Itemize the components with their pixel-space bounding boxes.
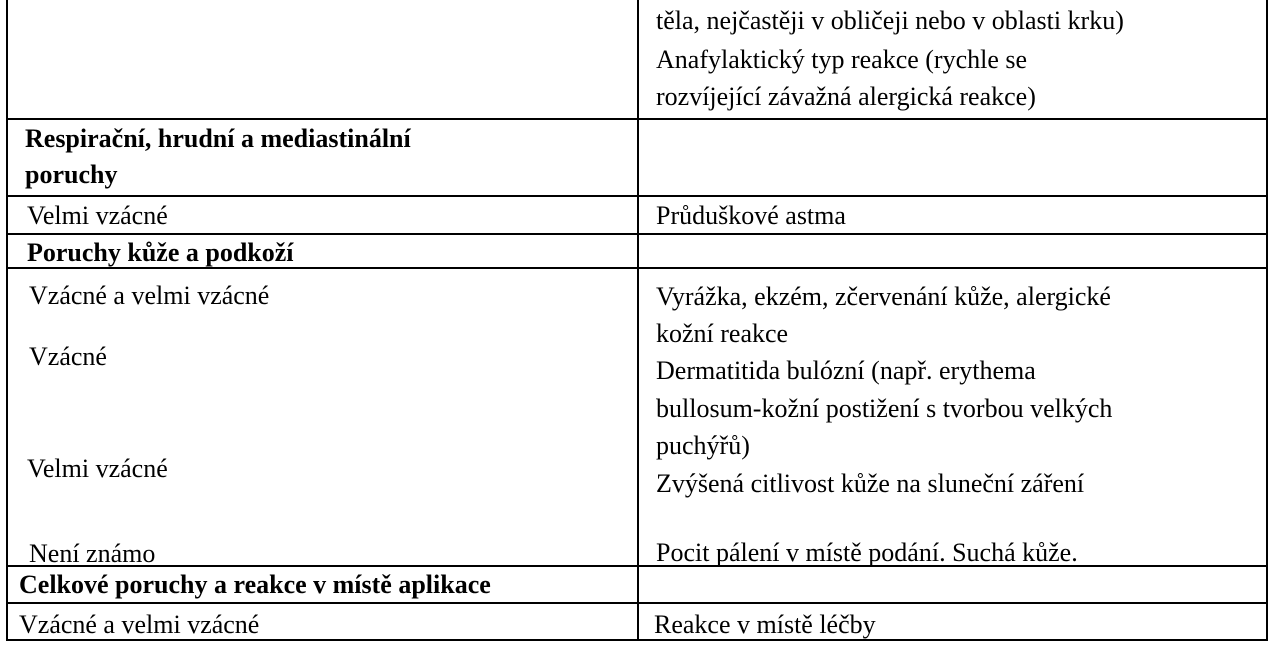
effect-text-line: Vyrážka, ekzém, zčervenání kůže, alergické <box>656 282 1111 311</box>
effect-text-line: Dermatitida bulózní (např. erythema <box>656 356 1036 385</box>
frequency-cell: Velmi vzácné <box>27 201 168 230</box>
effect-text-line: rozvíjející závažná alergická reakce) <box>656 82 1036 111</box>
effect-cell: Reakce v místě léčby <box>654 610 876 639</box>
effect-text-line: těla, nejčastěji v obličeji nebo v oblasti krku) <box>656 6 1124 35</box>
table-right-border <box>1266 0 1268 640</box>
effect-text-line: Pocit pálení v místě podání. Suchá kůže. <box>656 538 1078 567</box>
row-divider <box>6 118 1268 120</box>
effect-text-line: Anafylaktický typ reakce (rychle se <box>656 45 1028 74</box>
frequency-cell: Vzácné <box>29 342 107 371</box>
effect-text-line: Zvýšená citlivost kůže na sluneční záření <box>656 469 1085 498</box>
row-divider <box>6 565 1268 567</box>
row-divider <box>6 195 1268 197</box>
effect-text-line: bullosum-kožní postižení s tvorbou velkých <box>656 394 1113 423</box>
section-heading-skin: Poruchy kůže a podkoží <box>27 238 294 267</box>
table-column-divider <box>637 0 639 640</box>
frequency-cell: Není známo <box>29 539 156 568</box>
effect-text-line: puchýřů) <box>656 431 750 460</box>
effect-text-line: kožní reakce <box>656 319 789 348</box>
row-divider <box>6 233 1268 235</box>
section-heading-general: Celkové poruchy a reakce v místě aplikace <box>19 570 491 599</box>
section-heading-respiratory: Respirační, hrudní a mediastinální <box>25 124 411 153</box>
table-left-border <box>6 0 8 640</box>
section-heading-respiratory: poruchy <box>25 160 118 189</box>
frequency-cell: Vzácné a velmi vzácné <box>29 281 270 310</box>
row-divider <box>6 602 1268 604</box>
frequency-cell: Velmi vzácné <box>27 454 168 483</box>
effect-cell: Průduškové astma <box>656 201 846 230</box>
frequency-cell: Vzácné a velmi vzácné <box>19 610 260 639</box>
